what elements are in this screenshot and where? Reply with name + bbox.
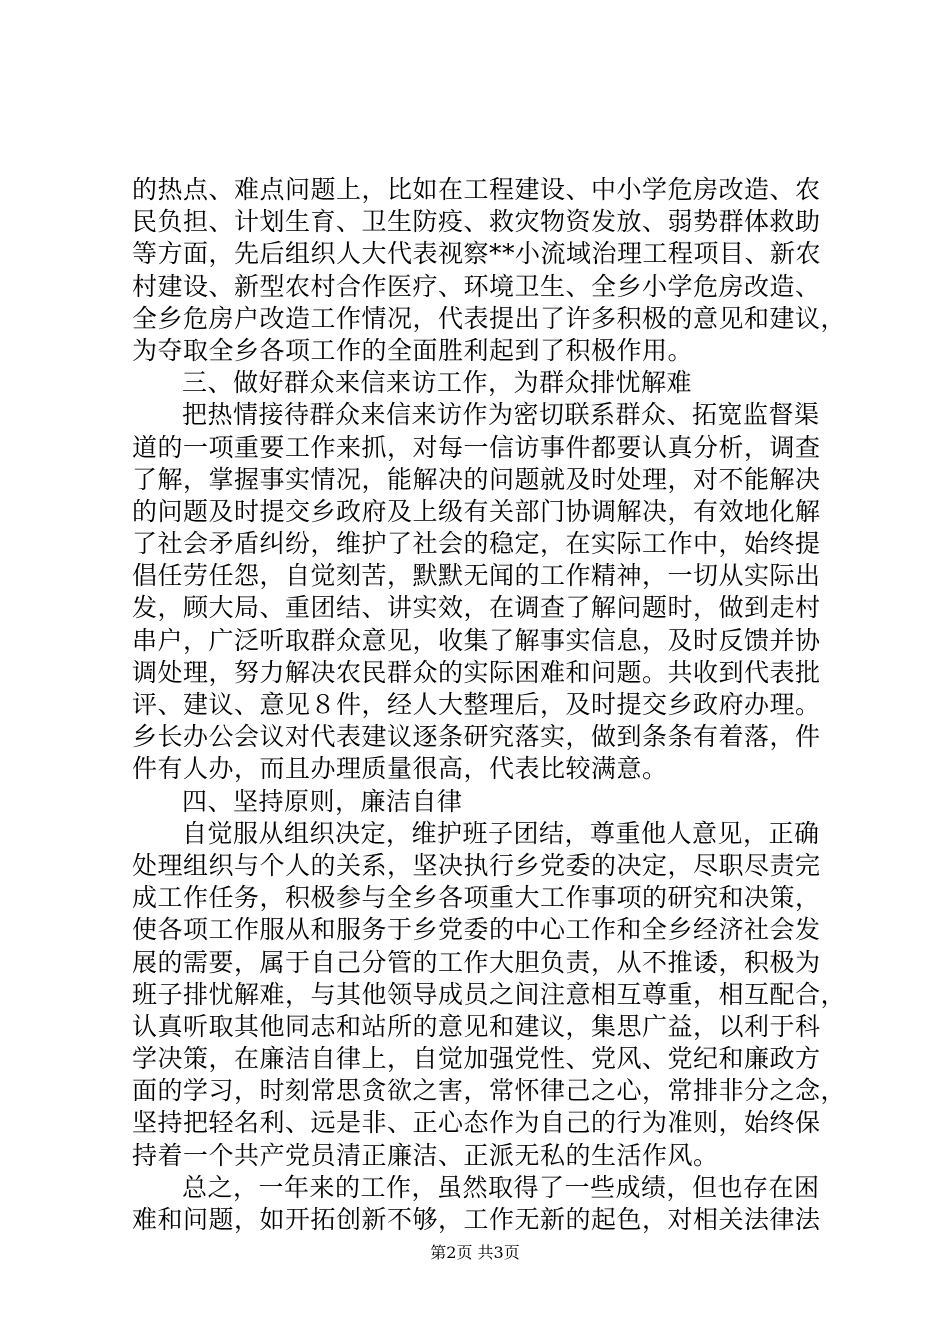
paragraph-line: 持着一个共产党员清正廉洁、正派无私的生活作风。 [132, 1140, 719, 1170]
paragraph-line: 倡任劳任怨，自觉刻苦，默默无闻的工作精神，一切从实际出 [132, 561, 821, 591]
paragraph-line: 成工作任务，积极参与全乡各项重大工作事项的研究和决策， [132, 883, 821, 913]
paragraph-line: 为夺取全乡各项工作的全面胜利起到了积极作用。 [132, 335, 694, 365]
paragraph-line: 全乡危房户改造工作情况，代表提出了许多积极的意见和建议， [132, 303, 847, 333]
paragraph-line: 总之，一年来的工作，虽然取得了一些成绩，但也存在困 [182, 1172, 820, 1202]
page-number-footer: 第2页 共3页 [430, 1243, 520, 1262]
paragraph-line: 串户，广泛听取群众意见，收集了解事实信息，及时反馈并协 [132, 625, 821, 655]
paragraph-line: 民负担、计划生育、卫生防疫、救灾物资发放、弱势群体救助 [132, 207, 821, 237]
paragraph-line: 件有人办，而且办理质量很高，代表比较满意。 [132, 754, 668, 784]
paragraph-line: 了解，掌握事实情况，能解决的问题就及时处理，对不能解决 [132, 464, 821, 494]
paragraph-line: 认真听取其他同志和站所的意见和建议，集思广益，以利于科 [132, 1011, 821, 1041]
paragraph-line: 评、建议、意见８件，经人大整理后，及时提交乡政府办理。 [132, 690, 821, 719]
paragraph-line: 等方面，先后组织人大代表视察**小流域治理工程项目、新农 [132, 239, 822, 269]
section-heading: 四、坚持原则，廉洁自律 [182, 786, 463, 816]
paragraph-line: 乡长办公会议对代表建议逐条研究落实，做到条条有着落，件 [132, 722, 821, 752]
paragraph-line: 班子排忧解难，与其他领导成员之间注意相互尊重，相互配合， [132, 979, 847, 1009]
paragraph-line: 的热点、难点问题上，比如在工程建设、中小学危房改造、农 [132, 175, 821, 204]
paragraph-line: 坚持把轻名利、远是非、正心态作为自己的行为准则，始终保 [132, 1108, 821, 1138]
paragraph-line: 自觉服从组织决定，维护班子团结，尊重他人意见，正确 [182, 818, 820, 848]
paragraph-line: 处理组织与个人的关系，坚决执行乡党委的决定，尽职尽责完 [132, 850, 821, 880]
paragraph-line: 村建设、新型农村合作医疗、环境卫生、全乡小学危房改造、 [132, 271, 821, 301]
paragraph-line: 发，顾大局、重团结、讲实效，在调查了解问题时，做到走村 [132, 593, 821, 623]
paragraph-line: 的问题及时提交乡政府及上级有关部门协调解决，有效地化解 [132, 496, 821, 526]
paragraph-line: 难和问题，如开拓创新不够，工作无新的起色，对相关法律法 [132, 1205, 821, 1234]
paragraph-line: 学决策，在廉洁自律上，自觉加强党性、党风、党纪和廉政方 [132, 1044, 821, 1074]
paragraph-line: 道的一项重要工作来抓，对每一信访事件都要认真分析，调查 [132, 432, 821, 462]
section-heading: 三、做好群众来信来访工作，为群众排忧解难 [182, 368, 693, 398]
paragraph-line: 展的需要，属于自己分管的工作大胆负责，从不推诿，积极为 [132, 947, 821, 977]
paragraph-line: 了社会矛盾纠纷，维护了社会的稳定，在实际工作中，始终提 [132, 529, 821, 559]
paragraph-line: 面的学习，时刻常思贪欲之害，常怀律己之心，常排非分之念， [132, 1076, 847, 1106]
paragraph-line: 使各项工作服从和服务于乡党委的中心工作和全乡经济社会发 [132, 915, 821, 945]
paragraph-line: 把热情接待群众来信来访作为密切联系群众、拓宽监督渠 [182, 400, 820, 430]
document-body [132, 174, 852, 1236]
paragraph-line: 调处理，努力解决农民群众的实际困难和问题。共收到代表批 [132, 657, 821, 687]
